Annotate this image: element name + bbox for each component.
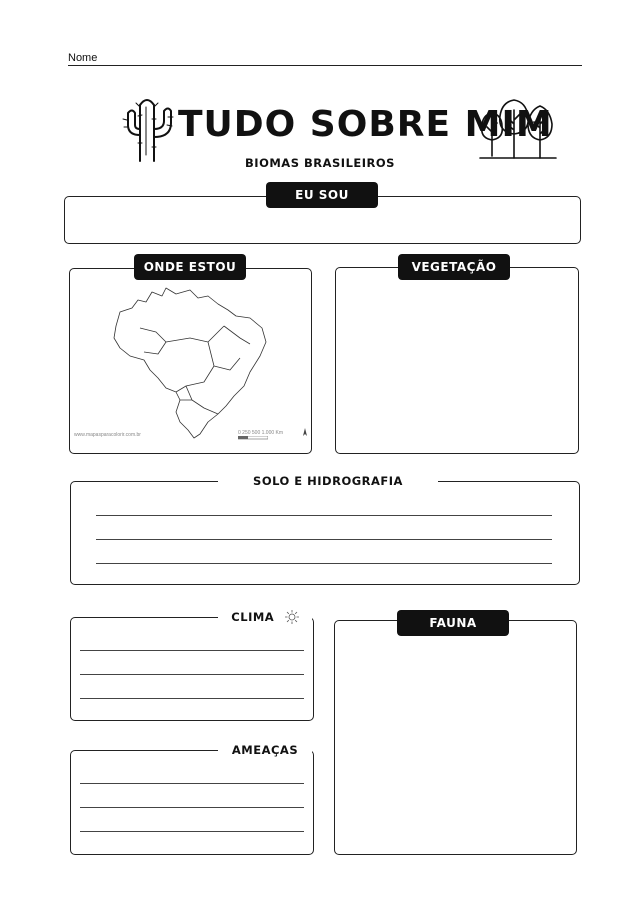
vegetacao-box[interactable] <box>335 267 579 454</box>
clima-line-2[interactable] <box>80 674 304 675</box>
ameacas-line-1[interactable] <box>80 783 304 784</box>
cactus-icon <box>118 95 176 163</box>
ameacas-line-3[interactable] <box>80 831 304 832</box>
onde-estou-label: ONDE ESTOU <box>134 254 246 280</box>
solo-line-2[interactable] <box>96 539 552 540</box>
vegetacao-label: VEGETAÇÃO <box>398 254 510 280</box>
fauna-label: FAUNA <box>397 610 509 636</box>
name-label: Nome <box>68 52 98 64</box>
map-scale: 0 250 500 1.000 Km <box>238 430 284 436</box>
trees-icon <box>478 98 558 164</box>
map-credit: www.mapasparacolorir.com.br <box>74 432 141 438</box>
brazil-map <box>100 282 280 442</box>
page-subtitle: BIOMAS BRASILEIROS <box>245 156 395 170</box>
clima-line-3[interactable] <box>80 698 304 699</box>
ameacas-label: AMEAÇAS <box>218 743 312 761</box>
clima-label-bg <box>218 610 312 628</box>
page-title: TUDO SOBRE MIM <box>178 104 553 145</box>
clima-label: CLIMA <box>231 610 275 624</box>
fauna-box[interactable] <box>334 620 577 855</box>
clima-line-1[interactable] <box>80 650 304 651</box>
clima-box <box>70 617 314 721</box>
map-scale-bar <box>238 436 268 440</box>
name-line <box>68 65 582 66</box>
solo-label: SOLO E HIDROGRAFIA <box>218 474 438 490</box>
solo-line-3[interactable] <box>96 563 552 564</box>
ameacas-line-2[interactable] <box>80 807 304 808</box>
eu-sou-label: EU SOU <box>266 182 378 208</box>
solo-box <box>70 481 580 585</box>
solo-line-1[interactable] <box>96 515 552 516</box>
compass-icon <box>302 428 308 440</box>
ameacas-box <box>70 750 314 855</box>
sun-icon <box>285 610 299 624</box>
